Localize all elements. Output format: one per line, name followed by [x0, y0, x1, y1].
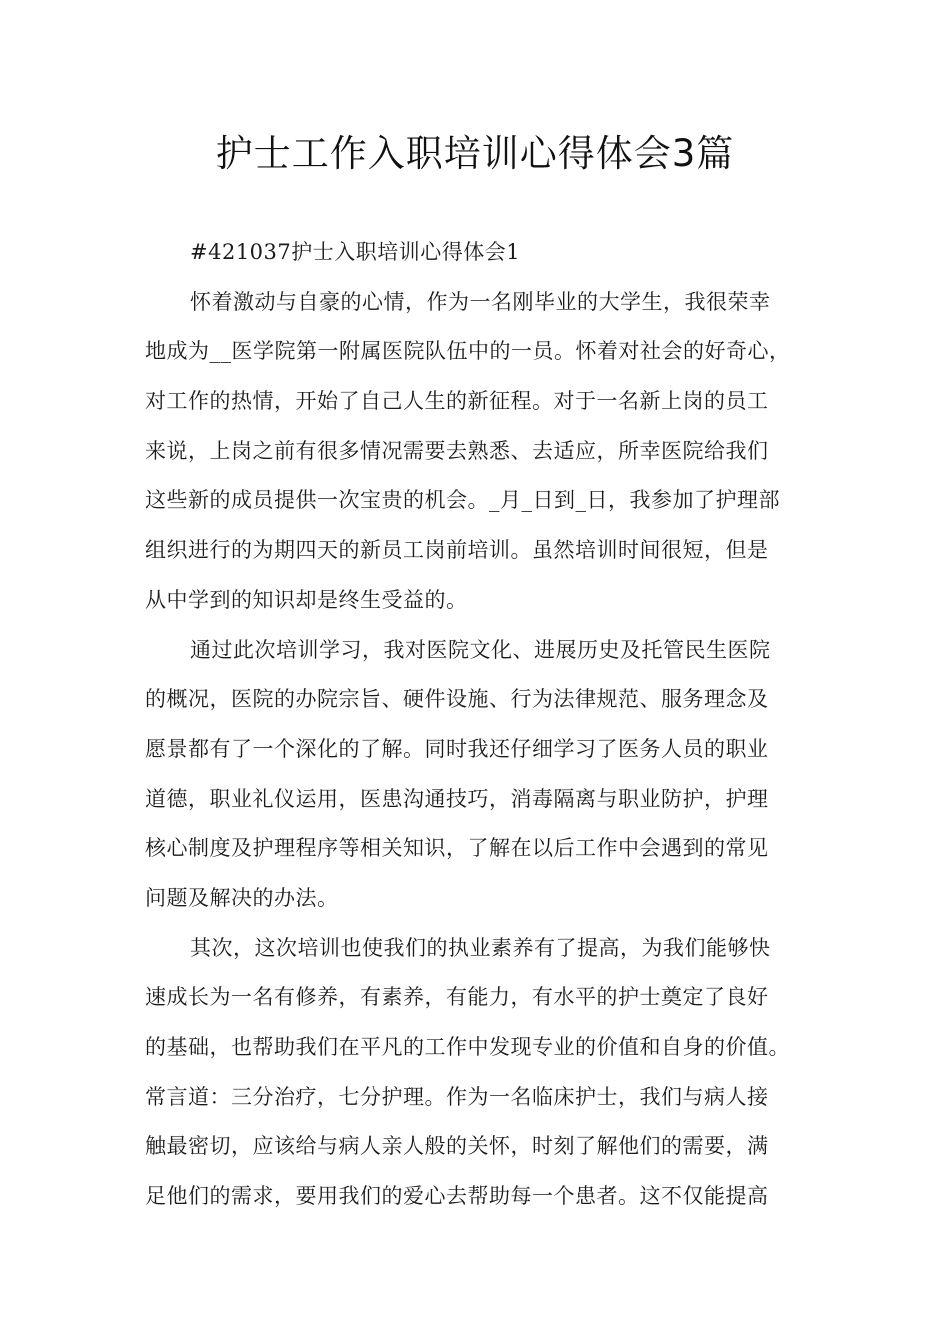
text-line: 来说，上岗之前有很多情况需要去熟悉、去适应，所幸医院给我们 [145, 438, 769, 463]
text-line: 通过此次培训学习，我对医院文化、进展历史及托管民生医院 [190, 637, 771, 662]
text-line: 核心制度及护理程序等相关知识，了解在以后工作中会遇到的常见 [145, 836, 769, 861]
text-line: 问题及解决的办法。 [145, 885, 339, 910]
text-line: 的基础，也帮助我们在平凡的工作中发现专业的价值和自身的价值。 [145, 1035, 790, 1059]
text-line: 对工作的热情，开始了自己人生的新征程。对于一名新上岗的员工 [145, 389, 769, 414]
text-line: 怀着激动与自豪的心情，作为一名刚毕业的大学生，我很荣幸 [190, 289, 771, 314]
document-body [145, 228, 835, 1222]
text-line: 愿景都有了一个深化的了解。同时我还仔细学习了医务人员的职业 [145, 736, 769, 761]
text-line: 这些新的成员提供一次宝贵的机会。_月_日到_日，我参加了护理部 [145, 488, 780, 513]
text-line: 速成长为一名有修养，有素养，有能力，有水平的护士奠定了良好 [145, 985, 769, 1010]
text-line: 道德，职业礼仪运用，医患沟通技巧，消毒隔离与职业防护，护理 [145, 786, 769, 811]
text-line: 足他们的需求，要用我们的爱心去帮助每一个患者。这不仅能提高 [145, 1184, 769, 1209]
text-line: 其次，这次培训也使我们的执业素养有了提高，为我们能够快 [190, 935, 771, 960]
text-line: 的概况，医院的办院宗旨、硬件设施、行为法律规范、服务理念及 [145, 687, 769, 712]
document-title: 护士工作入职培训心得体会3篇 [215, 132, 735, 175]
text-line: 常言道：三分治疗，七分护理。作为一名临床护士，我们与病人接 [145, 1084, 769, 1109]
text-line: #421037护士入职培训心得体会1 [190, 240, 521, 264]
text-line: 地成为__医学院第一附属医院队伍中的一员。怀着对社会的好奇心， [145, 339, 791, 364]
text-line: 组织进行的为期四天的新员工岗前培训。虽然培训时间很短，但是 [145, 538, 769, 563]
text-line: 从中学到的知识却是终生受益的。 [145, 587, 468, 612]
text-line: 触最密切，应该给与病人亲人般的关怀，时刻了解他们的需要，满 [145, 1134, 769, 1159]
